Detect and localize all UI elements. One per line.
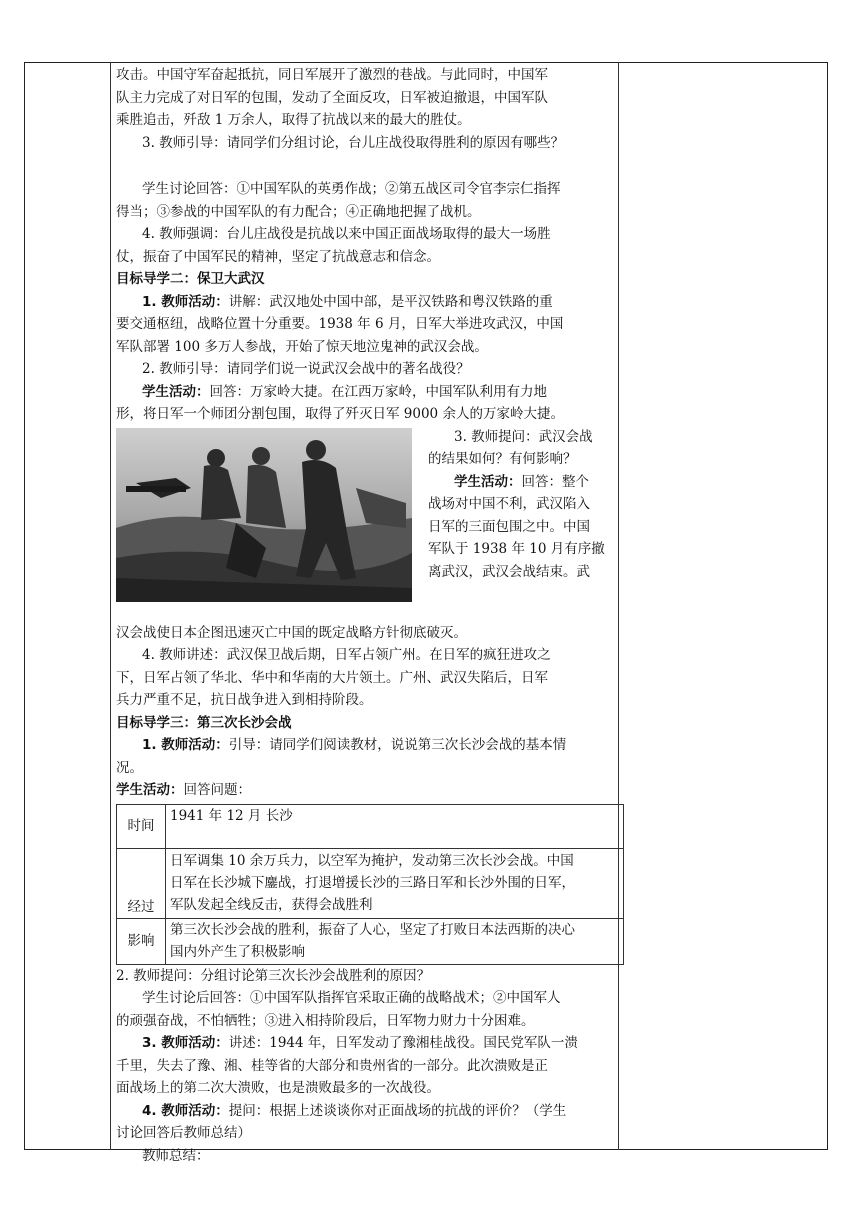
photo-section <box>116 426 614 622</box>
para-summary: 教师总结： <box>142 1147 210 1164</box>
time-label: 时间 <box>117 804 166 848</box>
para-evaluation: 4. 教师活动：提问：根据上述谈谈你对正面战场的抗战的评价？（学生 讨论回答后教师总结） <box>116 1102 567 1141</box>
para-wuhan-result: 汉会战使日本企图迅速灭亡中国的既定战略方针彻底破灭。 <box>116 624 467 641</box>
para-changsha-1: 1. 教师活动：引导：请同学们阅读教材，说说第三次长沙会战的基本情 况。 <box>116 737 567 776</box>
para-teacher-guide-3: 3. 教师引导：请同学们分组讨论，台儿庄战役取得胜利的原因有哪些？ <box>142 134 565 151</box>
process-label: 经过 <box>117 848 166 918</box>
time-value: 1941 年 12 月 长沙 <box>166 804 624 848</box>
para-wuhan-2: 2. 教师引导：请同学们说一说武汉会战中的著名战役？ <box>142 361 470 377</box>
para-wuhan-1: 1. 教师活动：讲解：武汉地处中国中部，是平汉铁路和粤汉铁路的重 要交通枢纽，战略位置十分重要。1938 年 6 月，日军大举进攻武汉，中国 军队部署 100 多万人参战，开始了惊天地泣鬼神的武汉会战。 <box>116 293 564 355</box>
para-taierzhuang-1: 攻击。中国守军奋起抵抗，同日军展开了激烈的巷战。与此同时，中国军 队主力完成了对日军的包围，发动了全面反攻，日军被迫撤退，中国军队 乘胜追击，歼敌 1 万余人，取得了抗战以来的最大的胜仗。 <box>116 67 548 128</box>
para-question-2: 2. 教师提问：分组讨论第三次长沙会战胜利的原因？ <box>116 967 431 984</box>
column-divider-right <box>618 62 619 1150</box>
para-yuxianggui: 3. 教师活动：讲述：1944 年，日军发动了豫湘桂战役。国民党军队一溃 千里，失去了豫、湘、桂等省的大部分和贵州省的一部分。此次溃败是正 面战场上的第二次大溃败，也是溃败最多的一次战役。 <box>116 1035 578 1096</box>
heading-goal-3: 目标导学三：第三次长沙会战 <box>116 714 292 731</box>
table-row <box>117 848 624 918</box>
para-student-activity: 学生活动：回答问题： <box>116 782 251 798</box>
impact-value: 第三次长沙会战的胜利，振奋了人心，坚定了打败日本法西斯的决心 国内外产生了积极影响 <box>166 918 624 964</box>
impact-label: 影响 <box>117 918 166 964</box>
para-answer-2: 学生讨论后回答：①中国军队指挥官采取正确的战略战术；②中国军人 的顽强奋战，不怕牺牲；③进入相持阶段后，日军物力财力十分困难。 <box>116 990 561 1029</box>
table-row <box>117 804 624 848</box>
photo-side-text: 3. 教师提问：武汉会战 的结果如何？有何影响？ 学生活动：回答：整个 战场对中国不利，武汉陷入 日军的三面包围之中。中国 军队于 1938 年 10 月有序撤 离武汉，武汉会战结束。武 <box>428 428 605 580</box>
process-value: 日军调集 10 余万兵力，以空军为掩护，发动第三次长沙会战。中国 日军在长沙城下鏖战，打退增援长沙的三路日军和长沙外围的日军， 军队发起全线反击，获得会战胜利 <box>166 848 624 918</box>
changsha-table <box>116 804 624 965</box>
para-student-answer: 学生讨论回答：①中国军队的英勇作战；②第五战区司令官李宗仁指挥 得当；③参战的中国军队的有力配合；④正确地把握了战机。 <box>116 181 561 220</box>
para-wuhan-student: 学生活动：回答：万家岭大捷。在江西万家岭，中国军队利用有力地 形，将日军一个师团分割包围，取得了歼灭日军 9000 余人的万家岭大捷。 <box>116 383 564 422</box>
heading-goal-2: 目标导学二：保卫大武汉 <box>116 271 265 287</box>
table-row <box>117 918 624 964</box>
lesson-content <box>116 64 614 1167</box>
column-divider-left <box>110 62 111 1150</box>
para-wuhan-late: 4. 教师讲述：武汉保卫战后期，日军占领广州。在日军的疯狂进攻之 下，日军占领了华北、华中和华南的大片领土。广州、武汉失陷后，日军 兵力严重不足，抗日战争进入到相持阶段。 <box>116 647 551 708</box>
para-teacher-emphasis: 4. 教师强调：台儿庄战役是抗战以来中国正面战场取得的最大一场胜 仗，振奋了中国军民的精神，坚定了抗战意志和信念。 <box>116 226 551 265</box>
soldiers-machine-gun-photo <box>116 428 412 602</box>
